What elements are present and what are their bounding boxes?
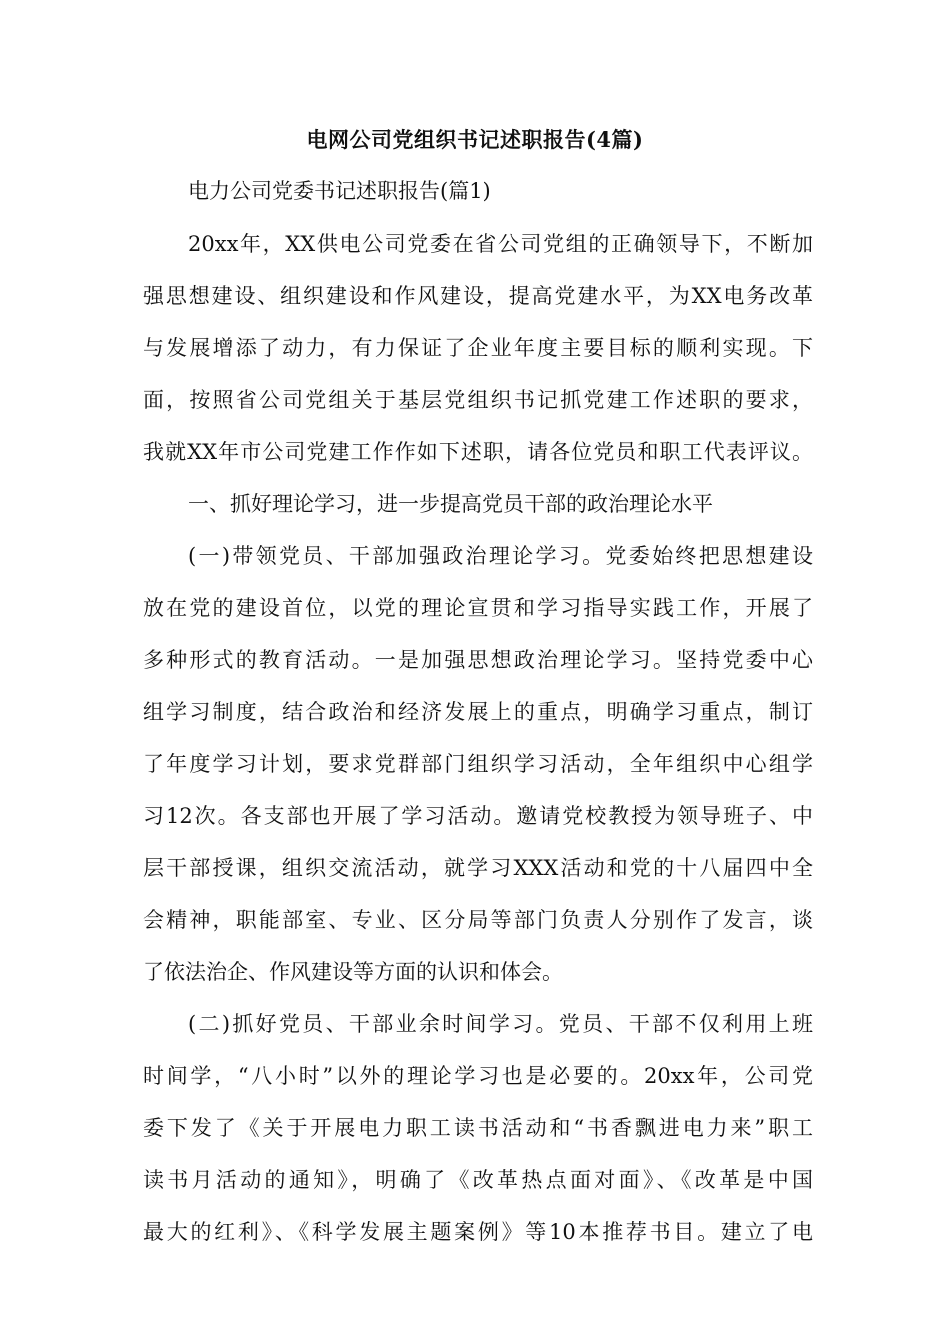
paragraph-line: 了年度学习计划，要求党群部门组织学习活动，全年组织中心组学 [143, 752, 813, 776]
paragraph-line: 会精神，职能部室、专业、区分局等部门负责人分别作了发言，谈 [143, 908, 813, 932]
paragraph-line: 时间学，“八小时”以外的理论学习也是必要的。20xx年，公司党 [143, 1064, 813, 1088]
paragraph-line: 面，按照省公司党组关于基层党组织书记抓党建工作述职的要求， [143, 388, 813, 412]
paragraph-line: 20xx年，XX供电公司党委在省公司党组的正确领导下，不断加 [188, 232, 813, 256]
paragraph-line: 放在党的建设首位，以党的理论宣贯和学习指导实践工作，开展了 [143, 596, 813, 620]
paragraph-line: 多种形式的教育活动。一是加强思想政治理论学习。坚持党委中心 [143, 648, 813, 672]
paragraph-line: (二)抓好党员、干部业余时间学习。党员、干部不仅利用上班 [188, 1012, 813, 1036]
section-heading: 一、抓好理论学习，进一步提高党员干部的政治理论水平 [188, 492, 713, 516]
paragraph-line: (一)带领党员、干部加强政治理论学习。党委始终把思想建设 [188, 544, 813, 568]
paragraph-line: 委下发了《关于开展电力职工读书活动和“书香飘进电力来”职工 [143, 1116, 813, 1140]
paragraph-line: 读书月活动的通知》，明确了《改革热点面对面》、《改革是中国 [143, 1168, 813, 1192]
document-title: 电网公司党组织书记述职报告(4篇) [306, 127, 644, 152]
section-subtitle: 电力公司党委书记述职报告(篇1) [188, 179, 491, 203]
paragraph-line: 了依法治企、作风建设等方面的认识和体会。 [143, 960, 563, 984]
paragraph-line: 与发展增添了动力，有力保证了企业年度主要目标的顺利实现。下 [143, 336, 813, 360]
paragraph-line: 最大的红利》、《科学发展主题案例》等10本推荐书目。建立了电 [143, 1220, 813, 1244]
paragraph-line: 强思想建设、组织建设和作风建设，提高党建水平，为XX电务改革 [143, 284, 813, 308]
paragraph-line: 层干部授课，组织交流活动，就学习XXX活动和党的十八届四中全 [143, 856, 813, 880]
paragraph-line: 我就XX年市公司党建工作作如下述职，请各位党员和职工代表评议。 [143, 440, 813, 464]
paragraph-line: 组学习制度，结合政治和经济发展上的重点，明确学习重点，制订 [143, 700, 813, 724]
paragraph-line: 习12次。各支部也开展了学习活动。邀请党校教授为领导班子、中 [143, 804, 813, 828]
